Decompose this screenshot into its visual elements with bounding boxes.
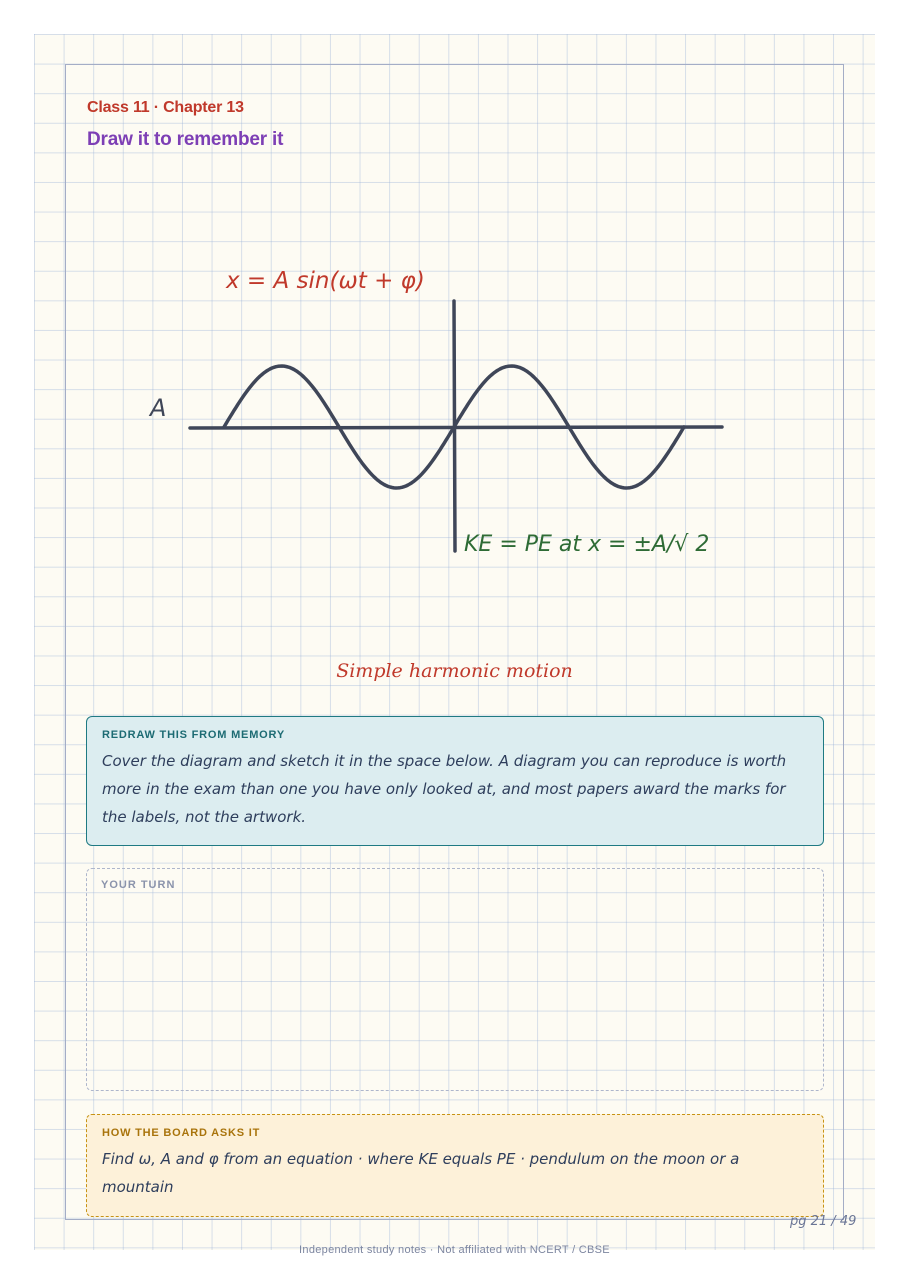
page-number: pg 21 / 49	[790, 1214, 857, 1229]
board-body: Find ω, A and φ from an equation · where KE equals PE · pendulum on the moon or a mountain	[102, 1150, 740, 1196]
redraw-body: Cover the diagram and sketch it in the space below. A diagram you can reproduce is worth more in the exam than one you have only looked at, and most papers award the marks for the labels, not the artwork.	[102, 752, 787, 826]
amplitude-label: A	[150, 394, 167, 422]
your-turn-label: YOUR TURN	[101, 879, 176, 891]
redraw-heading: REDRAW THIS FROM MEMORY	[102, 729, 285, 741]
footer-disclaimer: Independent study notes · Not affiliated with NCERT / CBSE	[299, 1244, 610, 1256]
energy-label: KE = PE at x = ±A/√ 2	[464, 532, 710, 557]
your-turn-sketch-area[interactable]	[86, 868, 824, 1091]
diagram-caption: Simple harmonic motion	[336, 660, 573, 682]
page-title: Draw it to remember it	[87, 129, 284, 150]
board-heading: HOW THE BOARD ASKS IT	[102, 1127, 261, 1139]
equation-label: x = A sin(ωt + φ)	[226, 268, 425, 294]
chapter-kicker: Class 11 · Chapter 13	[87, 99, 244, 116]
board-callout	[86, 1114, 824, 1217]
redraw-callout	[86, 716, 824, 846]
